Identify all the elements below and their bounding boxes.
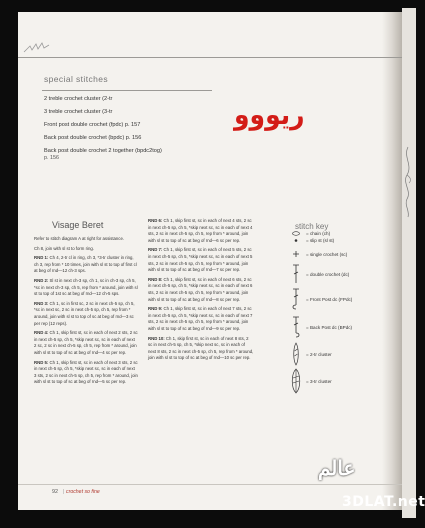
stitch-key-label: = Front Post dc (FPdc) — [306, 296, 353, 302]
special-stitch-item: Front post double crochet (fpdc) p. 157 — [44, 122, 141, 128]
stitch-key-row-sc — [288, 250, 347, 258]
special-stitches-title: special stitches — [44, 74, 109, 84]
special-stitch-item: Back post double crochet (bpdc) p. 156 — [44, 135, 142, 141]
stitch-key-row-fpdc — [288, 288, 352, 310]
arabic-overlay-text: ريووو — [234, 98, 305, 131]
instruction-paragraph: RND 5: Ch 1, skip first st, sc in each of next 3 sts, 2 sc in next ch-5 sp, ch 5, *skip next sc, sc in each of next 3 sts, 2 sc in next ch-5 sp, ch 5, rep from * around, join with sl st to top of sc at beg of rnd—5 sc per rep. — [34, 359, 138, 385]
instruction-paragraph: RND 1: Ch 4, 2-tr cl in ring, ch 3, *3-tr cluster in ring, ch 3, rep from * 10 times, join with sl st to top of first cl at beg of rnd—12 ch-3 sps. — [34, 255, 137, 274]
stitch-key-label: = 3-tr cluster — [306, 378, 332, 384]
stitch-key-row-2tr — [288, 342, 332, 366]
book-page — [18, 12, 402, 510]
footer-book-title: crochet so fine — [66, 489, 100, 495]
instruction-paragraph: RND 6: Ch 1, skip first st, sc in each of next 4 sts, 2 sc in next ch-5 sp, ch 5, *skip next sc, sc in each of next 4 sts, 2 sc in next ch-5 sp, ch 5, rep from * around, join with sl st to top of sc at beg of rnd—6 sc per rep. — [148, 218, 253, 243]
back-post-dc-icon — [291, 316, 301, 338]
stitch-key-row-dc — [288, 264, 349, 284]
instruction-paragraph: RND 7: Ch 1, skip first st, sc in each of next 5 sts, 2 sc in next ch-5 sp, ch 5, *skip next sc, sc in each of next 5 sts, 2 sc in next ch-5 sp, ch 5, rep from * around, join with sl st to top of sc at beg of rnd—7 sc per rep. — [148, 247, 253, 273]
instruction-paragraph: RND 4: Ch 1, skip first st, sc in each of next 2 sts, 2 sc in next ch-5 sp, ch 5, *skip next sc, sc in each of next 2 sc, 2 sc in next ch-5 sp, ch 5, rep from * around, join with sl st to top of sc at beg of rnd—4 sc per rep. — [34, 330, 138, 355]
stitch-key-row-bpdc — [288, 316, 352, 338]
slip-stitch-dot-icon — [291, 238, 301, 243]
footer-separator: | — [63, 489, 65, 495]
adjacent-page-edge — [402, 8, 416, 518]
site-watermark-logo — [308, 452, 425, 524]
instruction-paragraph: RND 3: Ch 1, sc in first sc, 2 sc in next ch-5 sp, ch 5, *sc in next sc, 2 sc in next ch-5 sp, ch 5, rep from * around, join with sl st to top of sc at beg of rnd—3 sc per rep (12 reps). — [34, 300, 135, 326]
special-stitch-item: 3 treble crochet cluster (3-tr — [44, 109, 113, 115]
page-number: 92 — [52, 489, 58, 495]
stitch-key-title: stitch key — [295, 222, 329, 231]
stitch-key-row-chain — [288, 231, 330, 236]
instruction-paragraph: RND 8: Ch 1, skip first st, sc in each of next 6 sts, 2 sc in next ch-5 sp, ch 5, *skip next sc, sc in each of next 6 sts, 2 sc in next ch-5 sp, ch 5, rep from * around, join with sl st to top of sc at beg of rnd—8 sc per rep. — [148, 276, 253, 302]
stitch-key-row-slip — [288, 238, 334, 243]
stitch-key-label: = single crochet (sc) — [306, 251, 348, 257]
plus-icon — [291, 250, 301, 258]
instruction-paragraph: RND 10: Ch 1, skip first st, sc in each of next 8 sts, 2 sc in next ch-5 sp, ch 5, *skip next sc, sc in each of next 8 sts, 2 sc in next ch-5 sp, ch 5, rep from * around, join with sl st to top of sc at beg of rnd—10 sc per rep. — [148, 335, 254, 361]
special-stitch-item: 2 treble crochet cluster (2-tr — [44, 96, 113, 102]
section-rule-under-title — [42, 90, 212, 91]
stitch-key-row-3tr — [288, 368, 332, 394]
page-fold-shadow — [382, 12, 402, 510]
stitch-key-label: = Back Post dc (BPdc) — [306, 324, 353, 330]
instructions-column-right — [148, 218, 254, 365]
three-tr-cluster-icon — [290, 368, 302, 394]
instruction-paragraph: Refer to stitch diagram A at right for assistance. — [34, 236, 125, 241]
instruction-paragraph: RND 9: Ch 1, skip first st, sc in each of next 7 sts, 2 sc in next ch-5 sp, ch 5, *skip next sc, sc in each of next 7 sts, 2 sc in next ch-5 sp, ch 5, rep from * around, join with sl st to top of sc at beg of rnd—9 sc per rep. — [148, 306, 253, 331]
doodle-ornament-icon — [22, 40, 52, 56]
pattern-title: Visage Beret — [52, 220, 104, 230]
special-stitch-item: Back post double crochet 2 together (bpdc2tog) — [44, 148, 162, 154]
instruction-paragraph: Ch 8, join with sl st to form ring. — [34, 245, 94, 251]
chain-oval-icon — [291, 231, 301, 236]
stitch-key-label: = chain (ch) — [306, 231, 331, 236]
instruction-paragraph: RND 2: Sl st in next ch-3 sp, ch 1, sc in ch-3 sp, ch 5, *sc in next ch-3 sp, ch 5, rep from * around, join with sl st to top of 1st sc at beg of rnd—12 ch-5 sps. — [34, 277, 138, 297]
watermark-arabic-text: عالم — [318, 456, 356, 480]
double-crochet-icon — [291, 264, 301, 284]
special-stitch-page-ref: p. 156 — [44, 155, 59, 161]
instructions-column-left — [34, 236, 138, 389]
watermark-latin-text: 3DLAT.net — [342, 494, 425, 510]
front-post-dc-icon — [291, 288, 301, 310]
vine-ornament-icon — [401, 147, 415, 217]
two-tr-cluster-icon — [291, 342, 301, 366]
stitch-key-label: = slip st (sl st) — [306, 238, 335, 243]
stitch-key-label: = 2-tr cluster — [306, 351, 332, 357]
section-rule-top — [18, 57, 402, 58]
stitch-key-label: = double crochet (dc) — [306, 271, 350, 277]
